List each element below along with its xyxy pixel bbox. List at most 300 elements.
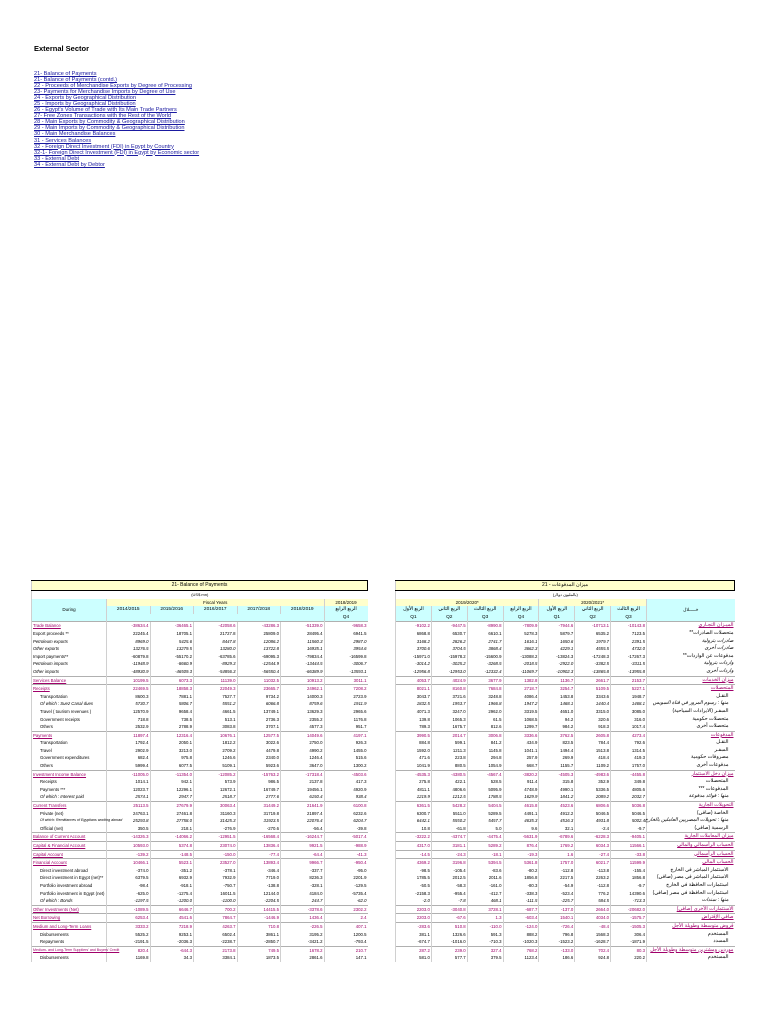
table-cell: 4635.3: [503, 817, 539, 825]
table-cell: 23074.0: [194, 842, 238, 851]
table-cell: 812.6: [467, 723, 503, 731]
table-cell: -16568.4: [237, 833, 281, 842]
table-cell: 768.2: [503, 946, 539, 954]
table-cell: 4748.9: [503, 786, 539, 794]
table-cell: 3006.8: [467, 731, 503, 739]
table-cell: -225.7: [539, 897, 575, 905]
table-cell: -15600.9: [467, 653, 503, 661]
table-cell: 1109.2: [575, 762, 611, 770]
table-cell: 28495.4: [281, 630, 325, 638]
table-row: [396, 660, 735, 668]
table-cell: 244.7: [281, 897, 325, 905]
table-row: [32, 723, 368, 731]
table-cell: 2153.7: [611, 676, 647, 685]
row-label: واردات بترولية: [646, 660, 734, 668]
table-cell: 1947.2: [503, 700, 539, 708]
table-cell: 710.8: [237, 922, 281, 930]
table-cell: -17267.3: [611, 653, 647, 661]
table-cell: 11560.3: [281, 638, 325, 646]
table-cell: 1494.4: [539, 747, 575, 755]
table-cell: 11599.9: [611, 859, 647, 867]
table-cell: -3268.5: [467, 660, 503, 668]
table-cell: 738.5: [150, 716, 194, 724]
table-row: [396, 867, 735, 875]
table-cell: -2018.5: [503, 660, 539, 668]
row-label: Official (net): [32, 825, 107, 833]
table-cell: 599.1: [431, 739, 467, 747]
table-cell: 1326.6: [431, 931, 467, 939]
row-label: Travel: [32, 747, 107, 755]
table-cell: 8236.3: [281, 874, 325, 882]
table-cell: 1832.5: [396, 700, 432, 708]
table-row: [396, 938, 735, 946]
table-cell: 749.5: [237, 946, 281, 954]
table-cell: 3704.5: [431, 645, 467, 653]
toc-link[interactable]: 21- Balance of Payments: [34, 71, 97, 77]
table-cell: -80.2: [503, 867, 539, 875]
table-cell: -19.3: [503, 850, 539, 859]
table-cell: 668.7: [503, 762, 539, 770]
table-row: [396, 645, 735, 653]
table-cell: -1020.3: [503, 938, 539, 946]
table-cell: -41.3: [324, 850, 368, 859]
row-label: استثمارات الحافظة في الخارج: [646, 882, 734, 890]
toc-link[interactable]: 26 - Egypt's Volume of Trade with Its Main Trade Partners: [34, 107, 177, 114]
table-cell: -112.8: [539, 867, 575, 875]
table-cell: 1.3: [467, 914, 503, 923]
table-cell: -69095.3: [237, 653, 281, 661]
table-cell: 3336.6: [503, 731, 539, 739]
table-row: [396, 693, 735, 701]
table-cell: 4732.0: [611, 645, 647, 653]
row-label: متحصلات أخرى: [646, 723, 734, 731]
table-cell: 419.3: [611, 754, 647, 762]
table-cell: 2750.0: [281, 739, 325, 747]
table-cell: -523.4: [539, 890, 575, 898]
unit-label: (US$ mn): [32, 591, 368, 599]
table-cell: 6806.6: [575, 802, 611, 810]
table-cell: -8929.3: [194, 660, 238, 668]
table-cell: 23527.0: [194, 859, 238, 867]
table-cell: -43286.3: [237, 622, 281, 630]
table-cell: -3311.5: [611, 660, 647, 668]
table-cell: 3022.6: [237, 739, 281, 747]
table-cell: 3011.1: [324, 676, 368, 685]
table-cell: 6077.5: [150, 762, 194, 770]
table-cell: -3378.6: [281, 905, 325, 914]
table-row: [32, 793, 368, 801]
table-cell: 14000.3: [281, 693, 325, 701]
table-cell: 4024.9: [431, 676, 467, 685]
table-cell: 4990.1: [539, 786, 575, 794]
table-cell: 1468.1: [611, 700, 647, 708]
table-row: [32, 660, 368, 668]
table-cell: -7.8: [431, 897, 467, 905]
table-cell: -9.7: [611, 882, 647, 890]
table-cell: -14066.2: [150, 833, 194, 842]
table-cell: -10713.1: [575, 622, 611, 630]
row-label: منها : سندات: [646, 897, 734, 905]
toc-link[interactable]: 29 - Main Imports by Commodity & Geographical Distribution: [34, 125, 185, 132]
table-row: [32, 897, 368, 905]
table-cell: -10902.3: [539, 668, 575, 676]
toc-link[interactable]: 22 - Proceeds of Merchandise Exports by Degree of Processing: [34, 83, 192, 90]
toc-link[interactable]: 28 - Main Exports by Commodity & Geographical Distribution: [34, 119, 185, 126]
table-cell: -17318.4: [281, 770, 325, 778]
toc-link[interactable]: 31 - Services Balances: [34, 137, 92, 144]
table-cell: 3168.2: [396, 638, 432, 646]
table-cell: 6204.7: [324, 817, 368, 825]
table-cell: 4651.0: [539, 708, 575, 716]
table-cell: -129.5: [324, 882, 368, 890]
row-label: Of which : Bonds: [32, 897, 107, 905]
table-cell: -38634.4: [107, 622, 151, 630]
toc-link[interactable]: 32 - Foreign Direct Investment (FDI) in Egypt by Country: [34, 143, 174, 150]
table-cell: 1769.2: [539, 842, 575, 851]
row-label: Portfolio investment in Egypt (net): [32, 890, 107, 898]
table-cell: -54.9: [539, 882, 575, 890]
table-cell: 294.8: [467, 754, 503, 762]
table-cell: 7527.7: [194, 693, 238, 701]
row-label: Direct investment in Egypt (net)**: [32, 874, 107, 882]
table-cell: -6228.3: [575, 833, 611, 842]
table-cell: 5289.5: [467, 810, 503, 818]
table-cell: 6253.4: [107, 914, 151, 923]
table-cell: 218.1: [150, 825, 194, 833]
table-cell: -61.8: [431, 825, 467, 833]
table-cell: 10199.5: [107, 676, 151, 685]
toc-link[interactable]: 27- Free Zones Transactions with the Rest of the World: [34, 113, 172, 120]
row-label: منها : فوائد مدفوعة: [646, 793, 734, 801]
table-row: [396, 874, 735, 882]
row-label: Investment Income Balance: [32, 770, 107, 778]
table-cell: 352.9: [575, 778, 611, 786]
table-cell: -12956.8: [396, 668, 432, 676]
toc-link[interactable]: 24 - Exports by Geographical Distribution: [34, 95, 136, 102]
table-cell: 3319.5: [503, 708, 539, 716]
table-cell: -5735.4: [324, 890, 368, 898]
row-label: المتحصلات: [646, 778, 734, 786]
table-row: [396, 793, 735, 801]
table-cell: 6932.9: [150, 874, 194, 882]
table-cell: 1041.9: [396, 762, 432, 770]
table-cell: 7123.5: [611, 630, 647, 638]
table-cell: -111.5: [503, 897, 539, 905]
table-cell: -139.2: [107, 850, 151, 859]
row-label: Petroleum exports: [32, 638, 107, 646]
table-cell: -2.0: [396, 897, 432, 905]
row-label: Net Borrowing: [32, 914, 107, 923]
table-cell: -9447.5: [431, 622, 467, 630]
table-cell: -4503.6: [324, 770, 368, 778]
table-cell: 12296.1: [150, 786, 194, 794]
table-cell: 1757.0: [539, 859, 575, 867]
table-cell: 4479.8: [237, 747, 281, 755]
table-row: [396, 897, 735, 905]
table-cell: -3006.7: [324, 660, 368, 668]
table-row: [396, 638, 735, 646]
table-row: [32, 668, 368, 676]
table-cell: -83.6: [467, 867, 503, 875]
table-cell: 938.4: [324, 793, 368, 801]
table-cell: -9405.1: [611, 833, 647, 842]
table-row: [396, 859, 735, 867]
table-cell: 1953.7: [431, 700, 467, 708]
table-row: [396, 890, 735, 898]
table-cell: 3700.6: [396, 645, 432, 653]
table-cell: 5550.2: [431, 817, 467, 825]
table-cell: 3721.6: [431, 693, 467, 701]
table-cell: 4053.7: [396, 676, 432, 685]
table-cell: 1757.0: [611, 762, 647, 770]
toc-link[interactable]: 25 - Imports by Geographical Distribution: [34, 101, 136, 108]
table-cell: 14049.6: [281, 731, 325, 739]
table-cell: -13444.5: [281, 660, 325, 668]
table-cell: 4273.4: [611, 731, 647, 739]
table-cell: 13629.3: [281, 708, 325, 716]
row-label: Disbursements: [32, 954, 107, 962]
table-cell: 1212.5: [431, 793, 467, 801]
table-cell: 5227.1: [611, 685, 647, 693]
table-cell: 31449.2: [237, 802, 281, 810]
table-cell: -3014.2: [396, 660, 432, 668]
table-cell: 513.1: [194, 716, 238, 724]
table-cell: 9658.4: [150, 708, 194, 716]
row-label: ميزان المعاملات الجارية: [646, 833, 734, 842]
table-cell: 147.1: [324, 954, 368, 962]
table-cell: 4197.1: [324, 731, 368, 739]
table-cell: 510.8: [431, 922, 467, 930]
table-cell: 4516.3: [539, 817, 575, 825]
table-cell: 577.7: [431, 954, 467, 962]
table-cell: -4505.3: [539, 770, 575, 778]
table-cell: 4086.4: [503, 693, 539, 701]
table-row: [396, 716, 735, 724]
table-cell: 7881.1: [150, 693, 194, 701]
table-cell: 1300.2: [324, 762, 368, 770]
table-cell: 13749.1: [237, 708, 281, 716]
table-cell: 12086.2: [237, 638, 281, 646]
row-label: متحصلات الصادرات**: [646, 630, 734, 638]
table-cell: -603.4: [503, 914, 539, 923]
table-cell: 5036.8: [611, 802, 647, 810]
row-label: الرسمية (صافي): [646, 825, 734, 833]
table-cell: 3248.8: [467, 693, 503, 701]
table-cell: -1628.7: [575, 938, 611, 946]
table-row: [396, 708, 735, 716]
row-label: Medium- and Long-Term Suppliers' and Buyers' Credit: [32, 946, 107, 954]
table-row: [32, 890, 368, 898]
table-cell: 975.8: [150, 754, 194, 762]
table-cell: 4184.0: [281, 890, 325, 898]
table-cell: 21641.9: [281, 802, 325, 810]
table-row: [396, 833, 735, 842]
table-caption: 21- Balance of Payments: [32, 581, 368, 591]
table-cell: -283.6: [396, 922, 432, 930]
row-label: Portfolio investment abroad: [32, 882, 107, 890]
toc-link[interactable]: 32-1- Foreign Direct Investment (FDI) in Egypt by Economic sector: [34, 149, 200, 156]
table-cell: 32.1: [539, 825, 575, 833]
table-cell: 10.8: [396, 825, 432, 833]
table-cell: 381.1: [396, 931, 432, 939]
table-cell: 5374.8: [150, 842, 194, 851]
table-cell: -625.0: [107, 890, 151, 898]
table-cell: -2191.5: [107, 938, 151, 946]
quarter-label: الربع الأول: [539, 606, 575, 614]
row-label: Export proceeds **: [32, 630, 107, 638]
table-cell: -6789.6: [539, 833, 575, 842]
during-header: خـــــلال: [646, 599, 734, 622]
row-label: صادرات أخرى: [646, 645, 734, 653]
table-cell: 10593.0: [107, 842, 151, 851]
table-cell: -4374.7: [431, 833, 467, 842]
table-cell: 18705.1: [150, 630, 194, 638]
table-cell: -48.4: [575, 922, 611, 930]
table-cell: 19456.1: [281, 786, 325, 794]
table-cell: 23665.7: [237, 685, 281, 693]
table-cell: 2574.1: [107, 793, 151, 801]
table-cell: 14415.5: [237, 905, 281, 914]
table-cell: 13893.4: [237, 859, 281, 867]
table-cell: -112.8: [575, 882, 611, 890]
table-cell: -46509.3: [150, 668, 194, 676]
table-cell: 1540.1: [539, 914, 575, 923]
table-cell: 24962.1: [281, 685, 325, 693]
table-cell: 3315.0: [575, 708, 611, 716]
table-cell: -2204.5: [237, 897, 281, 905]
table-cell: -1016.0: [431, 938, 467, 946]
table-cell: 5404.5: [467, 802, 503, 810]
table-cell: 8600.3: [107, 693, 151, 701]
table-cell: 4912.2: [539, 810, 575, 818]
table-cell: 3083.8: [194, 723, 238, 731]
table-row: [396, 954, 735, 962]
row-label: الميـزان التجـاري: [646, 622, 734, 630]
table-cell: -12544.9: [237, 660, 281, 668]
table-cell: 986.5: [237, 778, 281, 786]
table-cell: 24763.1: [107, 810, 151, 818]
fiscal-years-header: Fiscal Years: [107, 599, 325, 607]
table-cell: 1123.4: [503, 954, 539, 962]
table-cell: -328.1: [281, 882, 325, 890]
table-cell: -98.5: [396, 867, 432, 875]
table-cell: 417.3: [324, 778, 368, 786]
table-cell: -138.8: [237, 882, 281, 890]
table-row: [32, 954, 368, 962]
table-cell: 349.8: [611, 778, 647, 786]
table-cell: 21897.4: [281, 810, 325, 818]
table-cell: 1468.1: [539, 700, 575, 708]
table-row: [32, 905, 368, 914]
table-cell: 2014.7: [431, 731, 467, 739]
table-row: [32, 938, 368, 946]
table-cell: 4805.6: [611, 786, 647, 794]
row-label: Others: [32, 762, 107, 770]
row-label: Private (net): [32, 810, 107, 818]
row-label: Petroleum imports: [32, 660, 107, 668]
table-cell: 1.6: [539, 850, 575, 859]
table-cell: 5551.2: [194, 700, 238, 708]
table-cell: 31425.3: [194, 817, 238, 825]
table-cell: 3195.2: [281, 931, 325, 939]
row-label: Capital & Financial Account: [32, 842, 107, 851]
table-cell: -11354.0: [150, 770, 194, 778]
table-cell: -12951.5: [194, 833, 238, 842]
table-cell: 5.0: [467, 825, 503, 833]
row-label: Services Balance: [32, 676, 107, 685]
table-row: [396, 723, 735, 731]
table-cell: 3213.0: [150, 747, 194, 755]
table-cell: 1017.4: [611, 723, 647, 731]
table-cell: -150.0: [194, 850, 238, 859]
row-label: مدفوعات أخرى: [646, 762, 734, 770]
table-cell: 1211.3: [431, 747, 467, 755]
table-cell: 11897.4: [107, 731, 151, 739]
quarter-code: Q1: [539, 614, 575, 622]
table-cell: 1785.5: [396, 874, 432, 882]
table-cell: 13722.8: [237, 645, 281, 653]
toc-link[interactable]: 21- Balance of Payments (contd.): [34, 77, 118, 84]
table-cell: 5278.3: [503, 630, 539, 638]
table-row: [32, 739, 368, 747]
table-cell: 4990.2: [281, 747, 325, 755]
table-cell: 528.5: [467, 778, 503, 786]
row-label: منها : تحويلات المصريين العاملين بالخارج: [646, 817, 734, 825]
table-cell: 2302.2: [324, 905, 368, 914]
table-cell: -51339.0: [281, 622, 325, 630]
table-cell: -750.7: [194, 882, 238, 890]
table-cell: 5361.8: [503, 859, 539, 867]
toc-link[interactable]: 34 - External Debt by Debtor: [34, 161, 105, 168]
table-cell: 2709.2: [194, 747, 238, 755]
table-row: [396, 786, 735, 794]
table-row: [32, 731, 368, 739]
row-label: Of which: Remittances of Egyptians working abroad: [32, 817, 107, 825]
table-cell: 31719.8: [237, 810, 281, 818]
table-cell: 6535.2: [575, 630, 611, 638]
table-cell: 9.6: [503, 825, 539, 833]
table-cell: 6442.1: [396, 817, 432, 825]
table-cell: 581.0: [396, 954, 432, 962]
table-cell: 984.2: [539, 723, 575, 731]
table-cell: -113.8: [575, 867, 611, 875]
table-cell: -2850.7: [237, 938, 281, 946]
toc-link[interactable]: 33 - External Debt: [34, 155, 80, 162]
table-cell: -110.0: [467, 922, 503, 930]
table-cell: -60879.8: [107, 653, 151, 661]
table-cell: 888.2: [503, 931, 539, 939]
table-cell: -378.1: [194, 867, 238, 875]
table-cell: 918.3: [575, 723, 611, 731]
table-cell: -346.4: [237, 867, 281, 875]
table-cell: 2391.5: [611, 638, 647, 646]
table-cell: 379.5: [467, 954, 503, 962]
table-cell: -3040.8: [431, 905, 467, 914]
table-cell: -98.4: [107, 882, 151, 890]
table-cell: 6034.3: [575, 842, 611, 851]
toc-link[interactable]: 23- Payments for Merchandise Imports by Degree of Use: [34, 89, 176, 96]
row-label: المسدد: [646, 938, 734, 946]
table-row: [396, 770, 735, 778]
row-label: متحصلات حكومية: [646, 716, 734, 724]
table-row: [32, 708, 368, 716]
table-cell: 1629.9: [503, 793, 539, 801]
table-cell: 1856.8: [503, 874, 539, 882]
table-cell: 239.0: [431, 946, 467, 954]
toc-link[interactable]: 30 - Main Merchandise Balances: [34, 131, 116, 138]
table-cell: -77.4: [237, 850, 281, 859]
table-cell: 6379.5: [107, 874, 151, 882]
